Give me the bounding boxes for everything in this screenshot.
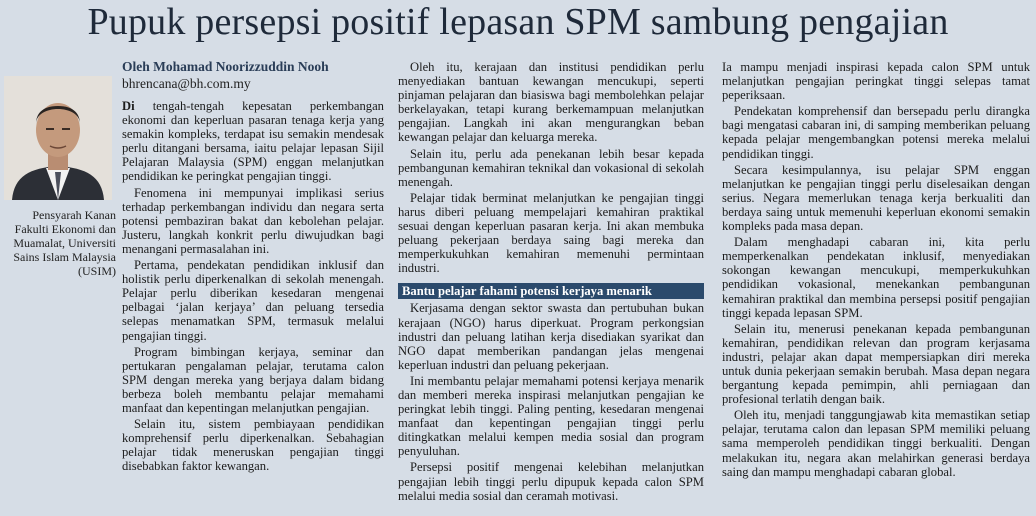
- paragraph: [122, 99, 384, 184]
- paragraph: Selain itu, sistem pembiayaan pendidikan komprehensif perlu diperkenalkan. Sebahagian pelajar tidak meneruskan pengajian tinggi disebabkan faktor kewangan.: [122, 417, 384, 474]
- paragraph: Oleh itu, menjadi tanggungjawab kita memastikan setiap pelajar, terutama calon dan lepasan SPM memiliki peluang sama memperoleh pendidikan tinggi berkualiti. Dengan melakukan itu, negara akan melahirkan generasi berdaya saing dan mampu menghadapi cabaran global.: [722, 408, 1030, 479]
- paragraph: Pendekatan komprehensif dan bersepadu perlu dirangka bagi mengatasi cabaran ini, di samping memberikan peluang kepada pelajar mengembangkan potensi mereka melalui pendidikan tinggi.: [722, 104, 1030, 161]
- article-column-2: [398, 60, 704, 505]
- paragraph: Program bimbingan kerjaya, seminar dan pertukaran pengalaman pelajar, terutama calon SPM dengan mereka yang berjaya dalam bidang berbeza boleh membantu pelajar memahami manfaat dan kepentingan melanjutkan pengajian.: [122, 344, 384, 415]
- article-column-1: [122, 99, 384, 475]
- paragraph: Ia mampu menjadi inspirasi kepada calon SPM untuk melanjutkan pengajian peringkat tinggi selepas tamat peperiksaan.: [722, 60, 1030, 103]
- author-caption: Pensyarah Kanan Fakulti Ekonomi dan Muamalat, Universiti Sains Islam Malaysia (USIM): [13, 208, 116, 278]
- author-name: Oleh Mohamad Noorizzuddin Nooh: [122, 59, 329, 74]
- paragraph: Pertama, pendekatan pendidikan inklusif dan holistik perlu diperkenalkan di sekolah menengah. Pelajar perlu diberikan kesedaran mengenai pelbagai ‘jalan kerjaya’ dan peluang tersedia selepas menamatkan SPM, termasuk melalui pengajian tinggi.: [122, 258, 384, 343]
- article-column-3: [722, 60, 1030, 481]
- author-portrait-image: [4, 76, 112, 200]
- dropcap: Di: [122, 99, 135, 113]
- paragraph: Persepsi positif mengenai kelebihan melanjutkan pengajian lebih tinggi perlu dipupuk kepada calon SPM melalui media sosial dan ceramah motivasi.: [398, 460, 704, 503]
- paragraph-text: tengah-tengah kepesatan perkembangan ekonomi dan keperluan pasaran tenaga kerja yang semakin kompleks, terdapat isu semakin mendesak perlu ditangani bersama, iaitu pelajar lepasan Sijil Pelajaran Malaysia (SPM) enggan melanjutkan pendidikan ke peringkat pengajian tinggi.: [122, 99, 384, 184]
- byline: [122, 58, 382, 92]
- paragraph: Fenomena ini mempunyai implikasi serius terhadap perkembangan individu dan negara serta potensi pembaziran bakat dan kebolehan pelajar. Justeru, langkah konkrit perlu diwujudkan bagi menangani permasalahan ini.: [122, 185, 384, 256]
- headline: Pupuk persepsi positif lepasan SPM sambung pengajian: [87, 1, 949, 43]
- paragraph: Ini membantu pelajar memahami potensi kerjaya menarik dan memberi mereka inspirasi melanjutkan pengajian ke peringkat lebih tinggi. Paling penting, kesedaran mengenai manfaat dan kepentingan pengajian tinggi perlu ditingkatkan melalui kempen media sosial dan program penyuluhan.: [398, 373, 704, 459]
- paragraph: Pelajar tidak berminat melanjutkan ke pengajian tinggi harus diberi peluang mempelajari kemahiran praktikal sesuai dengan keperluan pasaran kerja. Ini akan membuka peluang pekerjaan berdaya saing bagi mereka dan memperkukuhkan kemahiran memenuhi permintaan industri.: [398, 190, 704, 276]
- author-email[interactable]: bhrencana@bh.com.my: [122, 76, 251, 91]
- paragraph: Selain itu, menerusi penekanan kepada pembangunan kemahiran, pendidikan relevan dan program kerjasama industri, pelajar akan dapat mempersiapkan diri mereka untuk dunia pekerjaan semakin berubah. Masa depan negara bergantung kepada pemimpin, ahli perniagaan dan profesional terlatih dengan baik.: [722, 321, 1030, 407]
- author-photo: [4, 76, 112, 200]
- paragraph: Kerjasama dengan sektor swasta dan pertubuhan bukan kerajaan (NGO) harus diperkuat. Program perkongsian industri dan peluang latihan kerja disediakan syarikat dan NGO dapat memberikan pandangan jelas mengenai keperluan industri dan peluang pekerjaan.: [398, 301, 704, 372]
- paragraph: Oleh itu, kerajaan dan institusi pendidikan perlu menyediakan bantuan kewangan mencukupi, seperti pinjaman pelajaran dan biasiswa bagi membolehkan pelajar berkelayakan, tetapi kurang berkemampuan melanjutkan pengajian. Langkah ini akan mengurangkan beban kewangan pelajar dan keluarga mereka.: [398, 60, 704, 145]
- paragraph: Secara kesimpulannya, isu pelajar SPM enggan melanjutkan ke pengajian tinggi perlu diselesaikan dengan serius. Negara memerlukan tenaga kerja berkualiti dan berdaya saing untuk memenuhi keperluan ekonomi semakin kompleks pada masa depan.: [722, 162, 1030, 234]
- paragraph: Dalam menghadapi cabaran ini, kita perlu memperkenalkan pendekatan inklusif, menyediakan sokongan kewangan mencukupi, memperkukuhkan pendidikan vokasional, menekankan pembangunan kemahiran praktikal dan membina persepsi positif pengajian tinggi kepada lepasan SPM.: [722, 235, 1030, 320]
- subheading: Bantu pelajar fahami potensi kerjaya menarik: [398, 283, 704, 299]
- paragraph: Selain itu, perlu ada penekanan lebih besar kepada pembangunan kemahiran teknikal dan vokasional di sekolah menengah.: [398, 146, 704, 189]
